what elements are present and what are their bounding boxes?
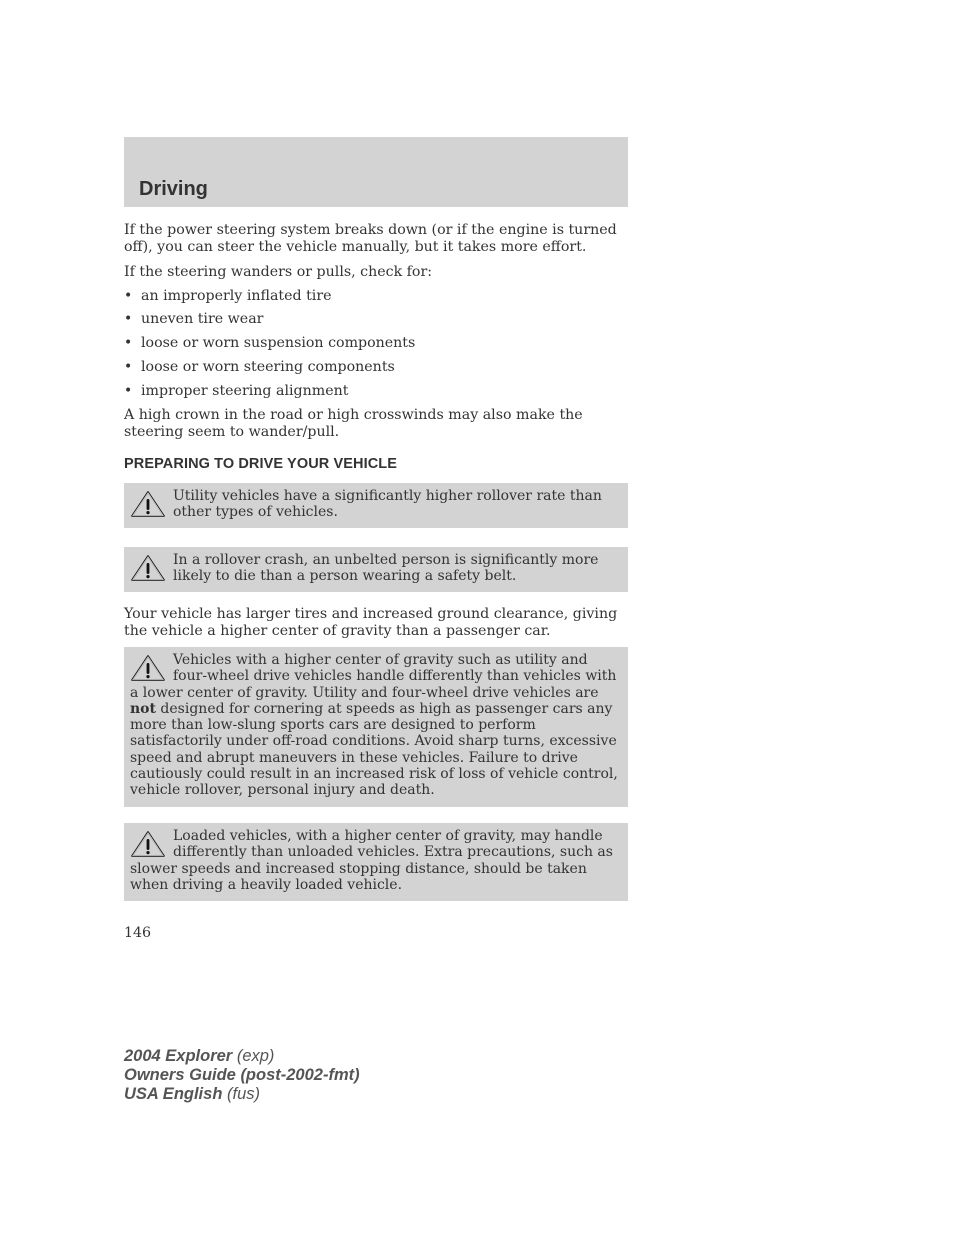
warning-text: Loaded vehicles, with a higher center of gravity, may handle differently than unloaded vehicles. Extra precautions, such as slower speeds and increased stopping distance, should be taken when driving a heavily loaded vehicle. (130, 828, 613, 893)
warning-box-handling (124, 647, 628, 807)
section-heading: PREPARING TO DRIVE YOUR VEHICLE (124, 456, 398, 472)
bullet-icon: • (124, 288, 133, 304)
warning-box-loaded-vehicles (124, 823, 628, 901)
paragraph-center-of-gravity: Your vehicle has larger tires and increased ground clearance, giving the vehicle a higher center of gravity than a passenger car. (124, 606, 618, 639)
warning-text: In a rollover crash, an unbelted person is significantly more likely to die than a person wearing a safety belt. (173, 552, 599, 585)
bullet-icon: • (124, 359, 133, 375)
chapter-header-band (124, 137, 628, 207)
footer-line-language: USA English (fus) (124, 1085, 260, 1103)
emphasis-not: not (130, 700, 156, 717)
warning-triangle-icon (130, 554, 166, 582)
document-footer (124, 1047, 360, 1104)
paragraph-check-for: If the steering wanders or pulls, check for: (124, 264, 433, 280)
chapter-title: Driving (139, 178, 208, 200)
paragraph-power-steering: If the power steering system breaks down (or if the engine is turned off), you can steer the vehicle manually, but it takes more effort. (124, 222, 617, 255)
list-item: • uneven tire wear (124, 311, 264, 327)
warning-text: Vehicles with a higher center of gravity such as utility and four-wheel drive vehicles handle differently than vehicles with a lower center of gravity. Utility and four-wheel drive vehicles are not designed for cornering at speeds as high as passenger cars any more than low-slung sports cars are designed to perform satisfactorily under off-road conditions. Avoid sharp turns, excessive speed and abrupt maneuvers in these vehicles. Failure to drive cautiously could result in an increased risk of loss of vehicle control, vehicle rollover, personal injury and death. (130, 652, 618, 799)
footer-line-model: 2004 Explorer (exp) (124, 1047, 275, 1065)
paragraph-high-crown: A high crown in the road or high crosswinds may also make the steering seem to wander/pull. (124, 407, 583, 440)
list-item: • loose or worn steering components (124, 359, 395, 375)
page-number: 146 (124, 925, 152, 941)
bullet-icon: • (124, 383, 133, 399)
warning-triangle-icon (130, 654, 166, 682)
list-item: • an improperly inflated tire (124, 288, 332, 304)
warning-triangle-icon (130, 490, 166, 518)
warning-triangle-icon (130, 830, 166, 858)
bullet-icon: • (124, 311, 133, 327)
list-item: • improper steering alignment (124, 383, 349, 399)
bullet-icon: • (124, 335, 133, 351)
warning-box-unbelted (124, 547, 628, 592)
list-item: • loose or worn suspension components (124, 335, 416, 351)
footer-line-guide: Owners Guide (post-2002-fmt) (124, 1066, 360, 1084)
warning-text: Utility vehicles have a significantly higher rollover rate than other types of vehicles. (173, 488, 602, 521)
warning-box-rollover-rate (124, 483, 628, 528)
